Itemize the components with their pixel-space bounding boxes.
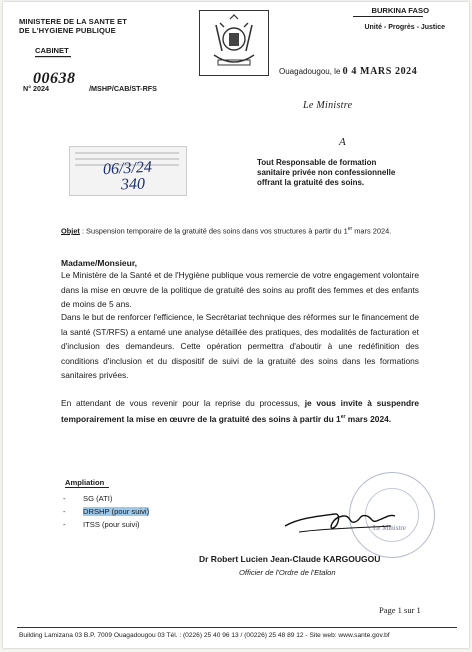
coat-of-arms-emblem xyxy=(199,10,269,76)
date-stamp: 0 4 MARS 2024 xyxy=(342,66,418,77)
recipient-line-1: Tout Responsable de formation xyxy=(257,158,377,167)
subject-text: : Suspension temporaire de la gratuité des soins dans vos structures à partir du 1 xyxy=(79,226,348,236)
handwritten-ref-number: 00638 xyxy=(33,70,76,87)
page-number: Page 1 sur 1 xyxy=(379,605,421,615)
signatory-title: Officier de l'Ordre de l'Etalon xyxy=(239,568,336,577)
stamp-line xyxy=(75,152,179,154)
para3-intro: En attendant de vous revenir pour la reprise du processus, xyxy=(61,398,305,408)
para3-end: mars 2024. xyxy=(345,414,392,425)
subject-line xyxy=(61,224,419,236)
ampliation-item-text: SG (ATI) xyxy=(83,494,113,503)
seal-text: Le Ministre xyxy=(373,524,406,532)
country-rule xyxy=(353,16,423,19)
recipient-line-2: sanitaire privée non confessionnelle xyxy=(257,168,396,177)
ampliation-item xyxy=(63,505,149,518)
footer-address: Building Lamizana 03 B.P. 7009 Ouagadougou 03 Tél. : (0226) 25 40 96 13 / (00226) 25 48 89 12 - Site web: www.sante.gov.bf xyxy=(19,632,390,639)
national-motto: Unité - Progrès - Justice xyxy=(364,24,445,31)
body-paragraph-1: Le Ministère de la Santé et de l'Hygiène publique vous remercie de votre engagement volontaire dans la mise en œuvre de la politique de gratuité des soins au profit des femmes et des enfants de moins de 5 ans. xyxy=(61,270,419,309)
stamp-handwritten-number: 340 xyxy=(120,175,146,194)
recipient-block xyxy=(257,158,447,188)
para3-sup: er xyxy=(340,414,346,421)
subject-label: Objet xyxy=(61,226,80,236)
para3-bold: je vous invite à suspendre temporairement la mise en œuvre de la gratuité des soins à partir du 1 xyxy=(61,398,419,425)
subject-sup: er xyxy=(347,226,353,232)
ampliation-title: Ampliation xyxy=(65,478,105,487)
ampliation-item xyxy=(63,518,149,531)
ministry-line-1: MINISTERE DE LA SANTE ET xyxy=(19,17,128,26)
letter-page xyxy=(3,2,469,648)
body-paragraph-2: Dans le but de renforcer l'efficience, le Secrétariat technique des réformes sur le financement de la santé (ST/RFS) a entamé une analyse détaillée des pratiques, des modalités de facturation et d'inclusion des demandeurs. Cette opération permettra d'aboutir à une redéfinition des conditions d'inclusion et du dispositif de suivi de la gratuité des soins dans les formations sanitaires privées. xyxy=(61,312,419,380)
body-paragraph-3 xyxy=(61,396,419,427)
ampliation-item xyxy=(63,492,149,505)
recipient-a: A xyxy=(339,136,346,148)
sender-title: Le Ministre xyxy=(303,100,353,111)
cabinet-rule xyxy=(35,56,71,59)
salutation: Madame/Monsieur, xyxy=(61,258,138,268)
ministry-name xyxy=(19,17,127,35)
signatory-name: Dr Robert Lucien Jean-Claude KARGOUGOU xyxy=(199,554,381,564)
ampliation-item-text: ITSS (pour suivi) xyxy=(83,520,140,529)
stamp-handwritten-date: 06/3/24 xyxy=(102,158,153,179)
recipient-line-3: offrant la gratuité des soins. xyxy=(257,178,365,187)
cabinet-label: CABINET xyxy=(35,46,69,55)
ampliation-list xyxy=(63,492,149,531)
ref-suffix: /MSHP/CAB/ST-RFS xyxy=(89,84,157,93)
reference-line xyxy=(23,84,157,93)
handwritten-signature xyxy=(279,496,399,540)
place-and-date xyxy=(279,66,417,77)
country-name: BURKINA FASO xyxy=(371,6,429,15)
ministry-line-2: DE L'HYGIENE PUBLIQUE xyxy=(19,26,116,35)
ref-prefix: N° 2024 xyxy=(23,84,50,93)
ampliation-item-highlighted: DRSHP (pour suivi) xyxy=(83,507,150,516)
subject-text-end: mars 2024. xyxy=(352,226,392,236)
city: Ouagadougou, le xyxy=(279,67,341,76)
coat-of-arms-icon xyxy=(200,11,268,75)
ampliation-rule xyxy=(65,487,109,489)
footer-rule xyxy=(17,627,457,628)
